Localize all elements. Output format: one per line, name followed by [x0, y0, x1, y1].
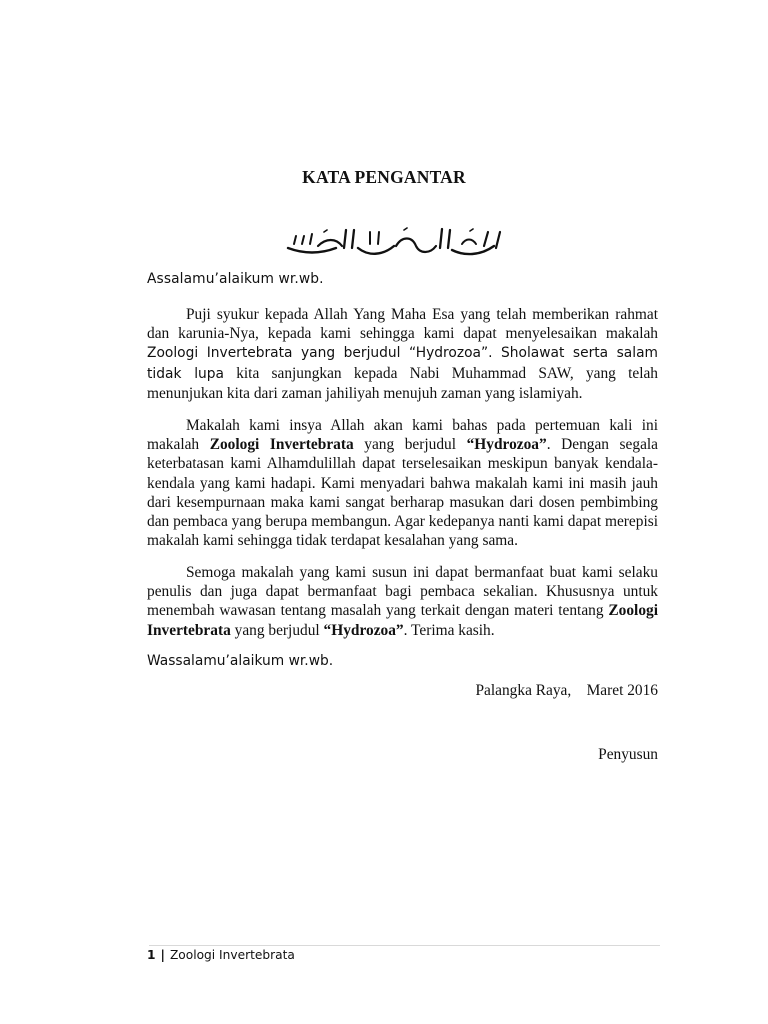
paragraph-1 [147, 305, 658, 403]
footer-divider [149, 945, 660, 946]
place-date: Palangka Raya, Maret 2016 [475, 682, 658, 699]
paragraph-2-bold-title: “Hydrozoa” [466, 436, 547, 454]
page-title: KATA PENGANTAR [302, 167, 466, 187]
paragraph-3-bold-title: “Hydrozoa” [323, 621, 404, 639]
footer-label: Zoologi Invertebrata [169, 948, 295, 962]
page-footer [147, 948, 295, 962]
greeting: Assalamu’alaikum wr.wb. [147, 271, 324, 287]
basmalah-calligraphy [284, 224, 506, 258]
paragraph-2-bold-subject: Zoologi Invertebrata [209, 436, 354, 454]
paragraph-1-text-b: Zoologi Invertebrata yang berjudul “Hydrozoa”. Sholawat serta salam tidak lupa [147, 345, 658, 382]
paragraph-2-text-c: yang berjudul [353, 436, 467, 454]
paragraph-2 [147, 416, 658, 550]
footer-separator: | [160, 948, 165, 962]
paragraph-3 [147, 563, 658, 640]
author-signature: Penyusun [598, 746, 658, 763]
paragraph-3-bold-subject: Zoologi Invertebrata [147, 602, 658, 639]
paragraph-3-text-a: Semoga makalah yang kami susun ini dapat bermanfaat buat kami selaku penulis dan juga dapat bermanfaat bagi pembaca sekalian. Khususnya untuk menembah wawasan tentang masalah yang terkait dengan materi tentang [147, 564, 658, 620]
page-number: 1 [147, 948, 156, 962]
calligraphy-text: بسم الله الرحمن الرحيم [395, 246, 405, 247]
paragraph-3-text-c: yang berjudul [230, 621, 324, 639]
paragraph-1-text-a: Puji syukur kepada Allah Yang Maha Esa yang telah memberikan rahmat dan karunia-Nya, kepada kami sehingga kami dapat menyelesaikan makalah [147, 306, 658, 343]
paragraph-1-text-c: kita sanjungkan kepada Nabi Muhammad SAW, yang telah menunjukan kita dari zaman jahiliyah menujuh zaman yang islamiyah. [147, 364, 659, 402]
paragraph-3-text-e: . Terima kasih. [403, 621, 495, 639]
paragraph-2-text-a: Makalah kami insya Allah akan kami bahas pada pertemuan kali ini makalah [147, 417, 658, 454]
closing-salutation: Wassalamu’alaikum wr.wb. [147, 653, 334, 669]
paragraph-2-text-e: . Dengan segala keterbatasan kami Alhamdulillah dapat terselesaikan meskipun banyak kendala-kendala yang kami hadapi. Kami menyadari bahwa makalah kami ini masih jauh dari kesempurnaan maka kami sangat berharap masukan dari dosen pembimbing dan pembaca yang berupa membangun. Agar kedepanya nanti kami dapat merepisi makalah kami sehingga tidak terdapat kesalahan yang sama. [147, 436, 659, 550]
